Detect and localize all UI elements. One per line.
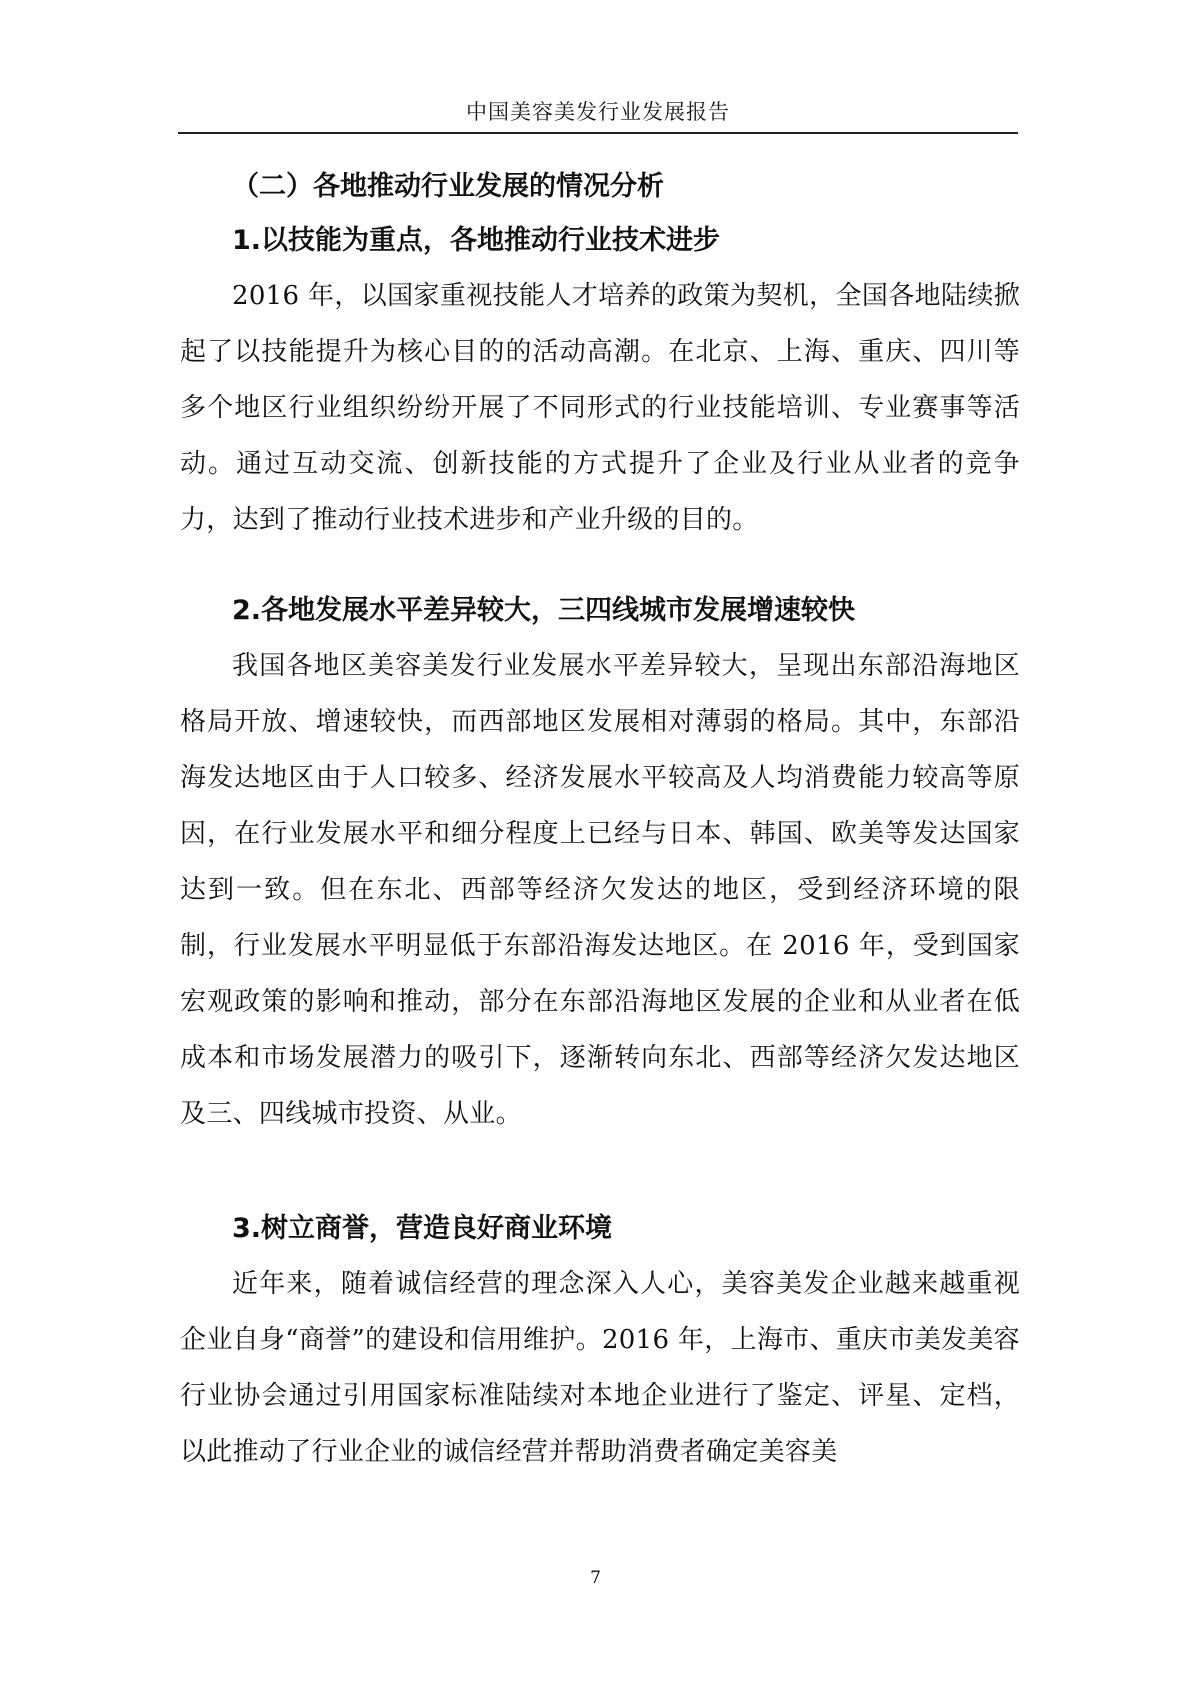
page-number: 7 xyxy=(590,1568,601,1588)
section-heading: （二）各地推动行业发展的情况分析 xyxy=(232,171,664,202)
subsection-1-paragraph: 2016 年，以国家重视技能人才培养的政策为契机，全国各地陆续掀起了以技能提升为核心目的的活动高潮。在北京、上海、重庆、四川等多个地区行业组织纷纷开展了不同形式的行业技能培训、专业赛事等活动。通过互动交流、创新技能的方式提升了企业及行业从业者的竞争力，达到了推动行业技术进步和产业升级的目的。 xyxy=(180,281,1020,535)
subsection-1-heading: 1.以技能为重点，各地推动行业技术进步 xyxy=(232,225,721,256)
spacer xyxy=(180,1142,1020,1202)
subsection-3-paragraph: 近年来，随着诚信经营的理念深入人心，美容美发企业越来越重视企业自身“商誉”的建设和信用维护。2016 年，上海市、重庆市美发美容行业协会通过引用国家标准陆续对本地企业进行了鉴定、评星、定档，以此推动了行业企业的诚信经营并帮助消费者确定美容美 xyxy=(180,1269,1020,1467)
subsection-3-heading: 3.树立商誉，营造良好商业环境 xyxy=(232,1213,613,1244)
spacer xyxy=(180,548,1020,584)
subsection-2-heading: 2.各地发展水平差异较大，三四线城市发展增速较快 xyxy=(232,595,856,626)
subsection-2-paragraph: 我国各地区美容美发行业发展水平差异较大，呈现出东部沿海地区格局开放、增速较快，而西部地区发展相对薄弱的格局。其中，东部沿海发达地区由于人口较多、经济发展水平较高及人均消费能力较高等原因，在行业发展水平和细分程度上已经与日本、韩国、欧美等发达国家达到一致。但在东北、西部等经济欠发达的地区，受到经济环境的限制，行业发展水平明显低于东部沿海发达地区。在 2016 年，受到国家宏观政策的影响和推动，部分在东部沿海地区发展的企业和从业者在低成本和市场发展潜力的吸引下，逐渐转向东北、西部等经济欠发达地区及三、四线城市投资、从业。 xyxy=(180,651,1020,1129)
running-title: 中国美容美发行业发展报告 xyxy=(466,100,730,124)
document-body xyxy=(180,160,1020,1480)
page-header xyxy=(178,92,1018,134)
